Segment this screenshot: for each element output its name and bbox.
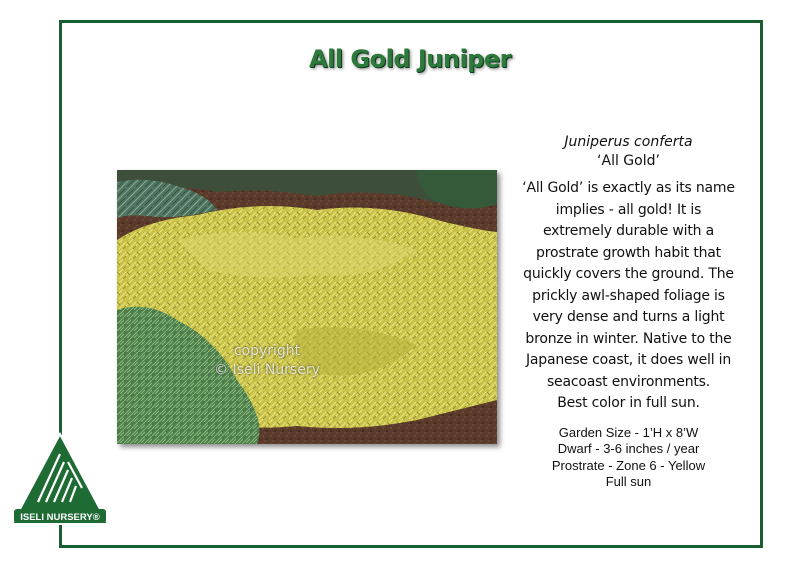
spec-garden-size: Garden Size - 1’H x 8’W [558, 424, 699, 440]
juniper-image [117, 170, 497, 444]
plant-specs [516, 425, 741, 491]
description-line: prickly awl-shaped foliage is [532, 287, 725, 304]
description-line: Japanese coast, it does well in [525, 352, 732, 368]
plant-info [516, 133, 741, 491]
cultivar-name: ‘All Gold’ [597, 153, 660, 169]
description-line: Best color in full sun. [557, 395, 700, 411]
description-line: ‘All Gold’ is exactly as its name [522, 180, 735, 196]
description-line: implies - all gold! It is [555, 201, 702, 218]
spec-growth-rate: Dwarf - 3-6 inches / year [557, 441, 700, 456]
description-line: extremely durable with a [543, 223, 714, 239]
iseli-nursery-logo [8, 432, 112, 526]
plant-photo [117, 170, 497, 444]
botanical-name: Juniperus conferta [564, 134, 693, 150]
description-line: very dense and turns a light [532, 309, 725, 325]
description-line: prostrate growth habit that [536, 244, 721, 261]
plant-title: All Gold Juniper [309, 45, 511, 73]
logo-text: ISELI NURSERY® [20, 512, 100, 523]
watermark-line-2: © Iseli Nursery [214, 362, 320, 378]
plant-description [516, 178, 741, 415]
watermark-line-1: copyright [233, 343, 301, 359]
logo-mark-icon [8, 432, 112, 526]
description-line: bronze in winter. Native to the [525, 330, 732, 347]
spec-habit-zone-color: Prostrate - Zone 6 - Yellow [551, 457, 706, 473]
description-line: quickly covers the ground. The [523, 266, 734, 282]
description-line: seacoast environments. [546, 373, 711, 390]
spec-exposure: Full sun [605, 474, 652, 489]
